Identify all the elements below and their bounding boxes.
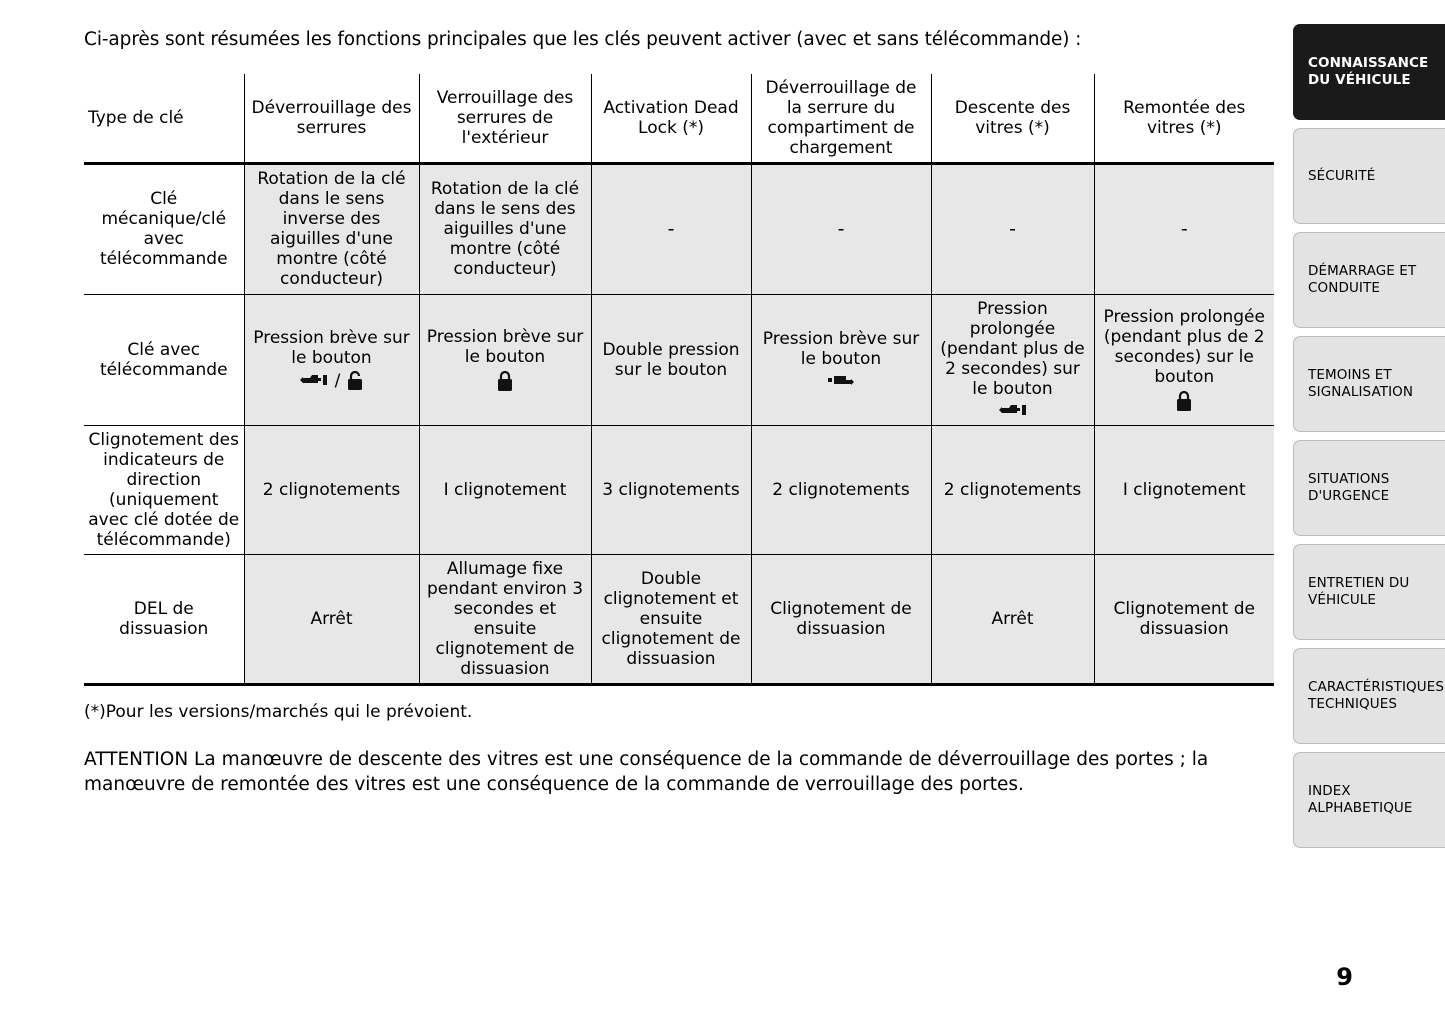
cell-text: - xyxy=(667,218,675,241)
unlock-car-icon xyxy=(998,401,1028,421)
tab-label: DÉMARRAGE ET CONDUITE xyxy=(1308,263,1417,296)
cell xyxy=(244,164,419,294)
cell-text: Arrêt xyxy=(991,609,1034,630)
cell-text: Allumage fixe pendant environ 3 secondes et ensuite clignotement de dissuasion xyxy=(426,559,584,680)
column-header-windows-up: Remontée des vitres (*) xyxy=(1094,74,1274,164)
cell xyxy=(419,294,591,425)
tab-label: SÉCURITÉ xyxy=(1308,167,1376,184)
footnote: (*)Pour les versions/marchés qui le prévoient. xyxy=(84,702,473,723)
cell xyxy=(591,164,751,294)
table-row xyxy=(84,294,1274,425)
tab-label: INDEX ALPHABETIQUE xyxy=(1308,783,1413,816)
sidebar-item-connaissance-du-vehicule[interactable] xyxy=(1293,24,1445,120)
cell-text: - xyxy=(837,218,845,241)
table-row xyxy=(84,164,1274,294)
cell-text: Pression prolongée (pendant plus de 2 secondes) sur le bouton xyxy=(1103,306,1265,387)
column-header-boot: Déverrouillage de la serrure du compartiment de chargement xyxy=(751,74,931,164)
cell xyxy=(931,294,1094,425)
cell xyxy=(931,555,1094,685)
cell xyxy=(931,425,1094,554)
cell xyxy=(591,294,751,425)
cell-icons xyxy=(1099,389,1271,413)
cell-icons: / xyxy=(249,370,415,392)
tab-label: TEMOINS ET SIGNALISATION xyxy=(1308,367,1414,400)
row-label: Clignotement des indicateurs de direction (uniquement avec clé dotée de télécommande) xyxy=(84,425,244,554)
cell xyxy=(751,164,931,294)
sidebar-item-demarrage-et-conduite[interactable] xyxy=(1293,232,1445,328)
column-header-windows-down: Descente des vitres (*) xyxy=(931,74,1094,164)
sidebar-item-temoins-et-signalisation[interactable] xyxy=(1293,336,1445,432)
cell-icons xyxy=(424,369,587,393)
cell-text: Double pression sur le bouton xyxy=(602,339,740,380)
cell-text: 3 clignotements xyxy=(602,479,740,500)
key-functions-table xyxy=(84,74,1274,686)
table-body xyxy=(84,164,1274,685)
cell-text: Clignotement de dissuasion xyxy=(1113,599,1256,640)
sidebar-item-entretien-du-vehicule[interactable] xyxy=(1293,544,1445,640)
cell xyxy=(751,425,931,554)
cell xyxy=(1094,555,1274,685)
table-row xyxy=(84,425,1274,554)
cell xyxy=(244,425,419,554)
cell-text: I clignotement xyxy=(1122,479,1246,500)
table-row xyxy=(84,555,1274,685)
cell-text: Arrêt xyxy=(310,609,353,630)
cell xyxy=(1094,425,1274,554)
column-header-unlock: Déverrouillage des serrures xyxy=(244,74,419,164)
table-header-row xyxy=(84,74,1274,164)
sidebar-item-caracteristiques-techniques[interactable] xyxy=(1293,648,1445,744)
padlock-open-icon xyxy=(346,370,364,392)
attention-note: ATTENTION La manœuvre de descente des vitres est une conséquence de la commande de déverrouillage des portes ; la manœuvre de remontée des vitres est une conséquence de la commande de verrouillage des portes. xyxy=(84,749,1209,796)
cell-text: I clignotement xyxy=(443,479,567,500)
table-header xyxy=(84,74,1274,164)
cell xyxy=(1094,164,1274,294)
column-header-lock: Verrouillage des serrures de l'extérieur xyxy=(419,74,591,164)
sidebar-item-situations-durgence[interactable] xyxy=(1293,440,1445,536)
cell-text: Pression prolongée (pendant plus de 2 secondes) sur le bouton xyxy=(940,298,1085,399)
sidebar-item-securite[interactable] xyxy=(1293,128,1445,224)
row-label: Clé avec télécommande xyxy=(84,294,244,425)
intro-paragraph: Ci-après sont résumées les fonctions principales que les clés peuvent activer (avec et sans télécommande) : xyxy=(84,29,1082,50)
cell-text: Double clignotement et ensuite clignotement de dissuasion xyxy=(601,569,741,670)
column-header-deadlock: Activation Dead Lock (*) xyxy=(591,74,751,164)
padlock-closed-icon xyxy=(1175,389,1193,413)
unlock-car-icon xyxy=(299,371,329,391)
cell xyxy=(1094,294,1274,425)
padlock-closed-icon xyxy=(496,369,514,393)
cell-text: Pression brève sur le bouton xyxy=(426,326,584,367)
cell xyxy=(751,294,931,425)
cell-text: 2 clignotements xyxy=(772,479,910,500)
chapter-tab-rail xyxy=(1285,24,1445,984)
column-header-type: Type de clé xyxy=(84,74,244,164)
cell-icons xyxy=(756,371,927,391)
cell-text: Rotation de la clé dans le sens des aiguilles d'une montre (côté conducteur) xyxy=(430,179,580,280)
cell xyxy=(591,555,751,685)
page-number: 9 xyxy=(1336,963,1353,991)
cell-text: 2 clignotements xyxy=(262,479,401,500)
cell-text: - xyxy=(1180,218,1188,241)
row-label: Clé mécanique/clé avec télécommande xyxy=(84,164,244,294)
cell xyxy=(419,425,591,554)
tab-label: ENTRETIEN DU VÉHICULE xyxy=(1308,575,1410,608)
cell xyxy=(419,164,591,294)
cell-text: 2 clignotements xyxy=(943,479,1082,500)
row-label: DEL de dissuasion xyxy=(84,555,244,685)
cell xyxy=(244,294,419,425)
cell xyxy=(751,555,931,685)
sidebar-item-index-alphabetique[interactable] xyxy=(1293,752,1445,848)
cell xyxy=(419,555,591,685)
cell-text: Rotation de la clé dans le sens inverse des aiguilles d'une montre (côté conducteur) xyxy=(257,169,406,290)
cell-text: - xyxy=(1009,218,1016,241)
cell xyxy=(591,425,751,554)
cell-text: Pression brève sur le bouton xyxy=(762,328,920,369)
tab-label: CARACTÉRISTIQUES TECHNIQUES xyxy=(1308,679,1445,712)
cell xyxy=(931,164,1094,294)
tab-label: CONNAISSANCE DU VÉHICULE xyxy=(1308,55,1429,88)
cell xyxy=(244,555,419,685)
cell-text: Clignotement de dissuasion xyxy=(770,599,912,640)
boot-unlock-icon xyxy=(826,371,856,391)
cell-text: Pression brève sur le bouton xyxy=(253,327,410,368)
tab-label: SITUATIONS D'URGENCE xyxy=(1308,471,1390,504)
cell-icons xyxy=(936,401,1090,421)
